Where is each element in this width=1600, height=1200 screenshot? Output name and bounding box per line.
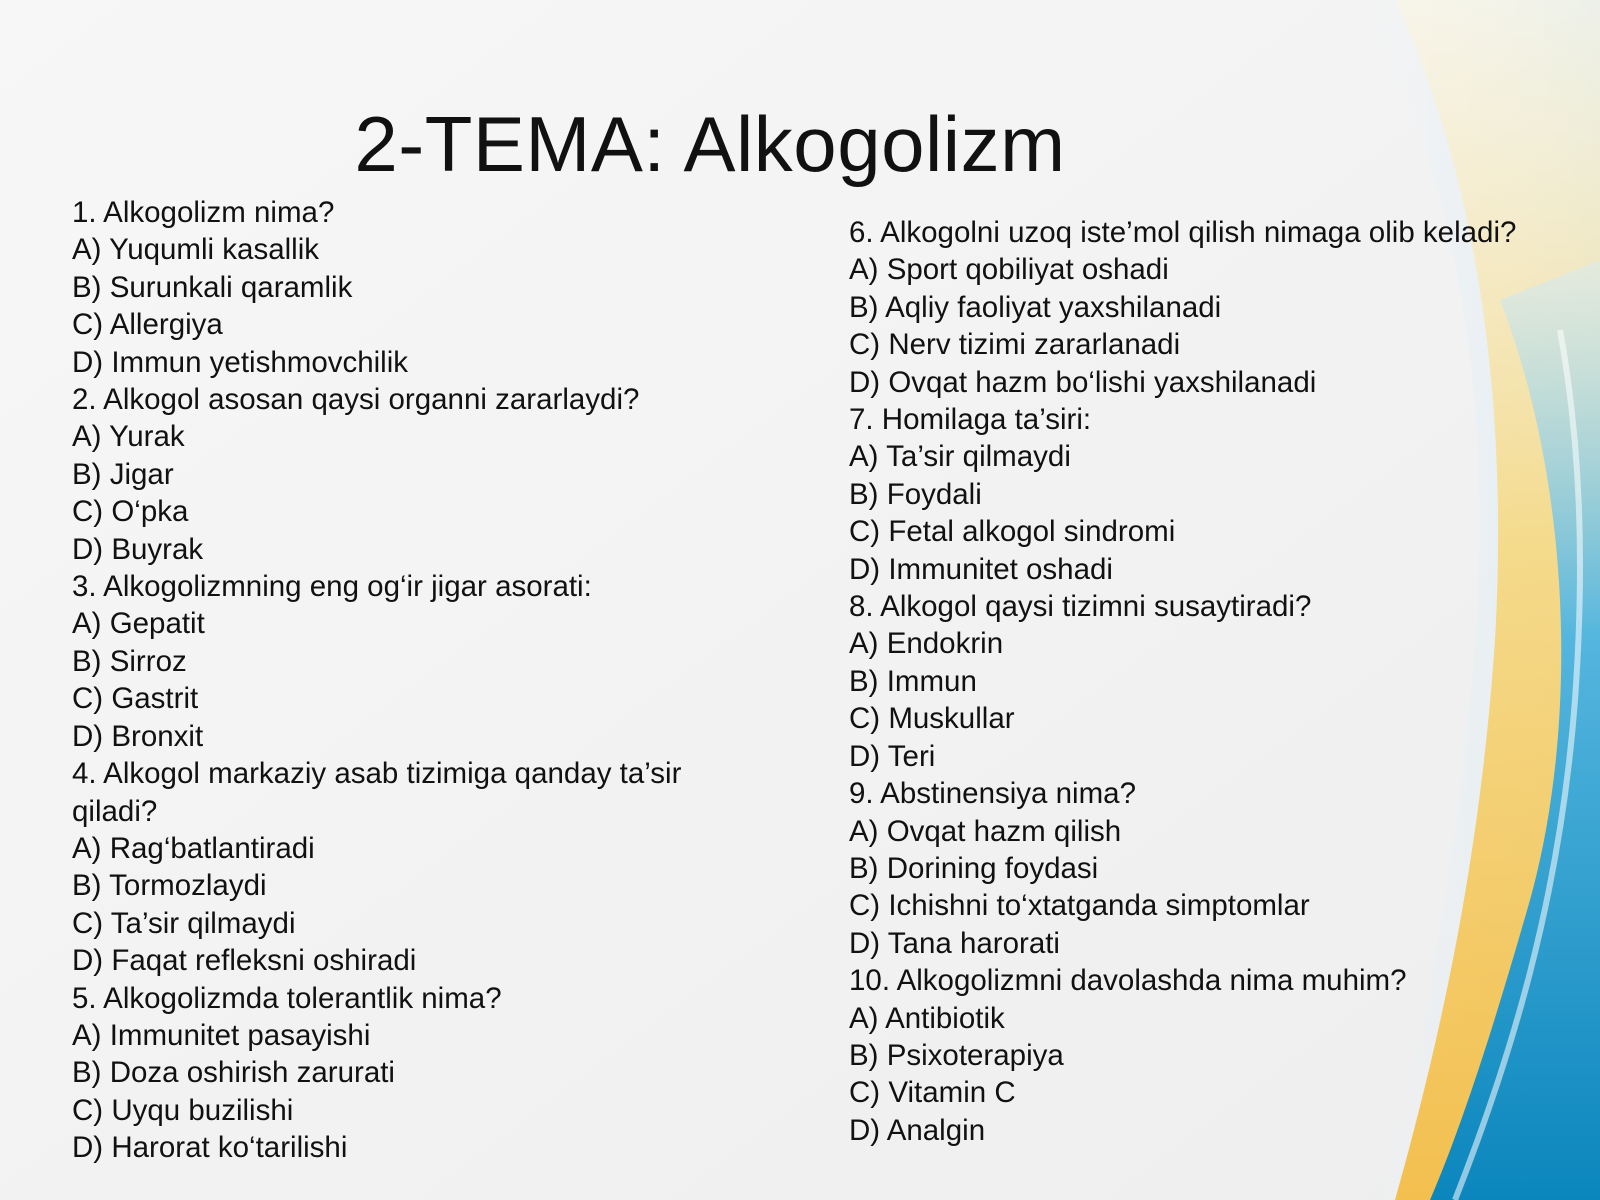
answer-option: B) Aqliy faoliyat yaxshilanadi bbox=[849, 290, 1222, 324]
answer-option: D) Analgin bbox=[849, 1113, 986, 1147]
question-block bbox=[849, 401, 1589, 588]
answer-option: A) Immunitet pasayishi bbox=[72, 1018, 371, 1052]
answer-option: C) Muskullar bbox=[849, 702, 1015, 736]
answer-option: D) Buyrak bbox=[72, 532, 204, 566]
questions-right-column bbox=[849, 214, 1589, 1149]
question-block bbox=[72, 568, 752, 755]
question-text: 4. Alkogol markaziy asab tizimiga qanday ta’sir qiladi? bbox=[72, 757, 682, 828]
answer-option: B) Tormozlaydi bbox=[72, 869, 267, 903]
question-text: 3. Alkogolizmning eng og‘ir jigar asorati: bbox=[72, 570, 592, 604]
question-text: 7. Homilaga ta’siri: bbox=[849, 403, 1092, 437]
answer-option: A) Ovqat hazm qilish bbox=[849, 814, 1122, 848]
question-text: 5. Alkogolizmda tolerantlik nima? bbox=[72, 981, 502, 1015]
question-text: 6. Alkogolni uzoq iste’mol qilish nimaga olib keladi? bbox=[849, 216, 1517, 249]
question-block bbox=[849, 588, 1589, 775]
answer-option: A) Yurak bbox=[72, 420, 185, 454]
answer-option: D) Tana harorati bbox=[849, 926, 1060, 960]
question-text: 10. Alkogolizmni davolashda nima muhim? bbox=[849, 964, 1407, 998]
answer-option: C) Uyqu buzilishi bbox=[72, 1093, 294, 1127]
answer-option: A) Antibiotik bbox=[849, 1001, 1005, 1035]
question-block bbox=[849, 775, 1589, 962]
question-block bbox=[72, 194, 752, 381]
answer-option: D) Bronxit bbox=[72, 719, 204, 753]
question-block bbox=[849, 962, 1589, 1149]
answer-option: D) Immunitet oshadi bbox=[849, 552, 1113, 586]
questions-left-column bbox=[72, 194, 752, 1167]
answer-option: B) Sirroz bbox=[72, 644, 187, 678]
question-text: 2. Alkogol asosan qaysi organni zararlaydi? bbox=[72, 383, 640, 417]
answer-option: C) Fetal alkogol sindromi bbox=[849, 515, 1176, 549]
slide-title: 2-TEMA: Alkogolizm bbox=[354, 100, 1066, 188]
question-block bbox=[72, 980, 752, 1167]
answer-option: D) Immun yetishmovchilik bbox=[72, 345, 409, 379]
answer-option: A) Gepatit bbox=[72, 607, 205, 641]
answer-option: B) Surunkali qaramlik bbox=[72, 270, 353, 304]
answer-option: C) Gastrit bbox=[72, 682, 199, 716]
answer-option: A) Rag‘batlantiradi bbox=[72, 831, 315, 865]
answer-option: B) Psixoterapiya bbox=[849, 1038, 1064, 1072]
answer-option: D) Faqat refleksni oshiradi bbox=[72, 944, 417, 978]
answer-option: D) Harorat ko‘tarilishi bbox=[72, 1131, 348, 1165]
answer-option: C) Ichishni to‘xtatganda simptomlar bbox=[849, 889, 1310, 923]
answer-option: B) Jigar bbox=[72, 457, 174, 491]
answer-option: C) Nerv tizimi zararlanadi bbox=[849, 328, 1181, 362]
question-block bbox=[849, 214, 1589, 401]
answer-option: B) Immun bbox=[849, 664, 977, 698]
question-text: 8. Alkogol qaysi tizimni susaytiradi? bbox=[849, 590, 1312, 624]
answer-option: A) Yuqumli kasallik bbox=[72, 233, 320, 267]
question-text: 1. Alkogolizm nima? bbox=[72, 196, 335, 229]
answer-option: B) Foydali bbox=[849, 477, 982, 511]
answer-option: C) O‘pka bbox=[72, 495, 189, 529]
answer-option: A) Ta’sir qilmaydi bbox=[849, 440, 1071, 474]
answer-option: C) Ta’sir qilmaydi bbox=[72, 906, 296, 940]
answer-option: D) Teri bbox=[849, 739, 936, 773]
answer-option: B) Dorining foydasi bbox=[849, 851, 1099, 885]
question-text: 9. Abstinensiya nima? bbox=[849, 777, 1136, 811]
answer-option: C) Allergiya bbox=[72, 308, 223, 342]
answer-option: A) Endokrin bbox=[849, 627, 1004, 661]
answer-option: A) Sport qobiliyat oshadi bbox=[849, 253, 1169, 287]
question-block bbox=[72, 381, 752, 568]
answer-option: D) Ovqat hazm bo‘lishi yaxshilanadi bbox=[849, 365, 1317, 399]
answer-option: C) Vitamin C bbox=[849, 1076, 1016, 1110]
question-block bbox=[72, 755, 752, 979]
answer-option: B) Doza oshirish zarurati bbox=[72, 1056, 395, 1090]
